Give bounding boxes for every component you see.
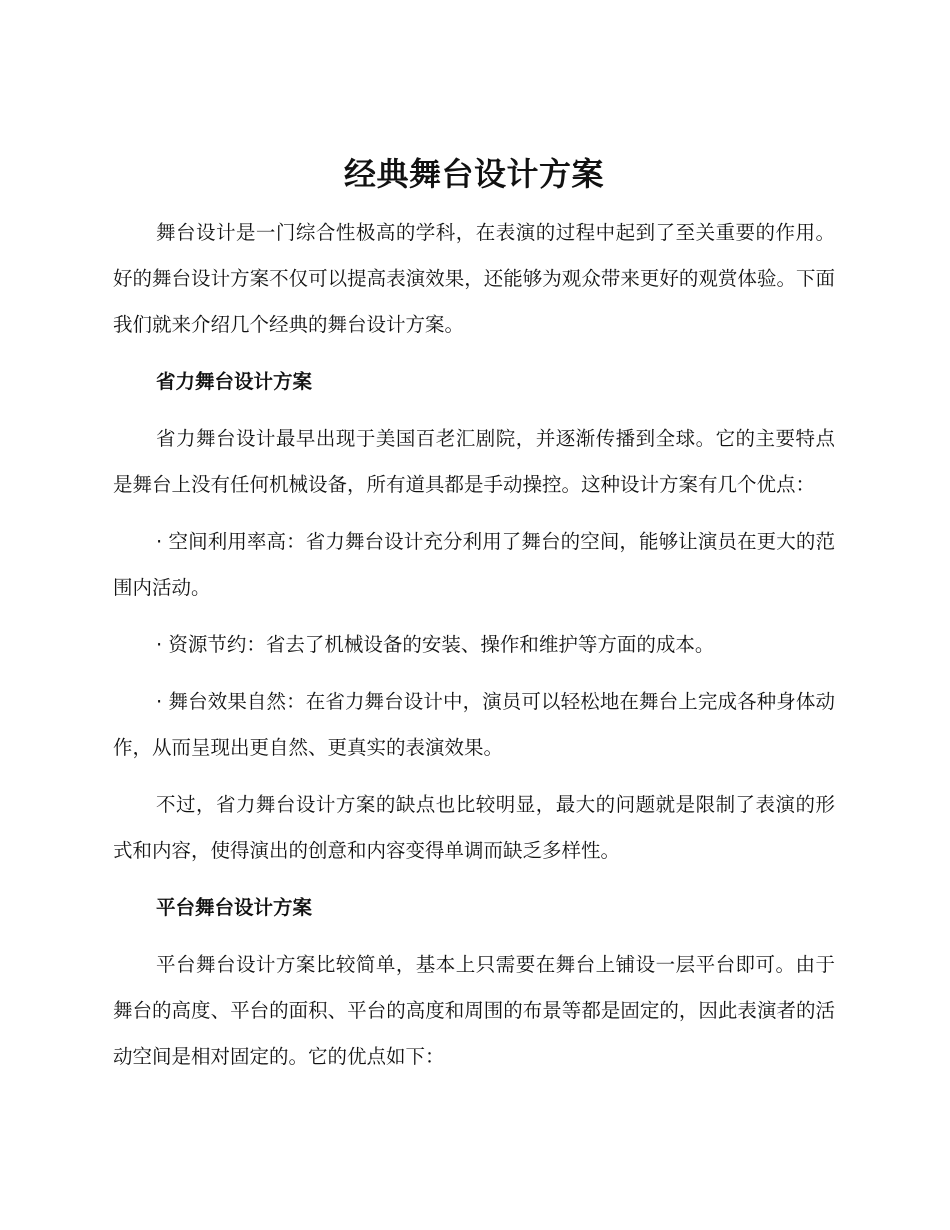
bullet-item: · 舞台效果自然：在省力舞台设计中，演员可以轻松地在舞台上完成各种身体动作，从而呈现出更自然、更真实的表演效果。: [113, 690, 835, 759]
spacer: [113, 348, 835, 359]
spacer: [113, 405, 835, 416]
section1-intro-paragraph: 省力舞台设计最早出现于美国百老汇剧院，并逐渐传播到全球。它的主要特点是舞台上没有任何机械设备，所有道具都是手动操控。这种设计方案有几个优点：: [113, 427, 835, 496]
bullet-item: · 空间利用率高：省力舞台设计充分利用了舞台的空间，能够让演员在更大的范围内活动。: [113, 530, 835, 599]
spacer: [113, 611, 835, 622]
section2-heading: 平台舞台设计方案: [156, 896, 313, 919]
intro-paragraph: 舞台设计是一门综合性极高的学科，在表演的过程中起到了至关重要的作用。好的舞台设计方案不仅可以提高表演效果，还能够为观众带来更好的观赏体验。下面我们就来介绍几个经典的舞台设计方案。: [113, 221, 835, 336]
section1-drawback-paragraph: 不过，省力舞台设计方案的缺点也比较明显，最大的问题就是限制了表演的形式和内容，使得演出的创意和内容变得单调而缺乏多样性。: [113, 793, 835, 862]
section1-heading: 省力舞台设计方案: [156, 370, 313, 393]
spacer: [113, 508, 835, 519]
section2-intro-paragraph: 平台舞台设计方案比较简单，基本上只需要在舞台上铺设一层平台即可。由于舞台的高度、平台的面积、平台的高度和周围的布景等都是固定的，因此表演者的活动空间是相对固定的。它的优点如下：: [113, 953, 835, 1068]
spacer: [113, 668, 835, 679]
spacer: [113, 771, 835, 782]
document-page: [113, 146, 835, 1080]
bullet-item: · 资源节约：省去了机械设备的安装、操作和维护等方面的成本。: [156, 633, 715, 656]
spacer: [113, 931, 835, 942]
spacer: [113, 874, 835, 885]
document-title: 经典舞台设计方案: [343, 155, 604, 193]
